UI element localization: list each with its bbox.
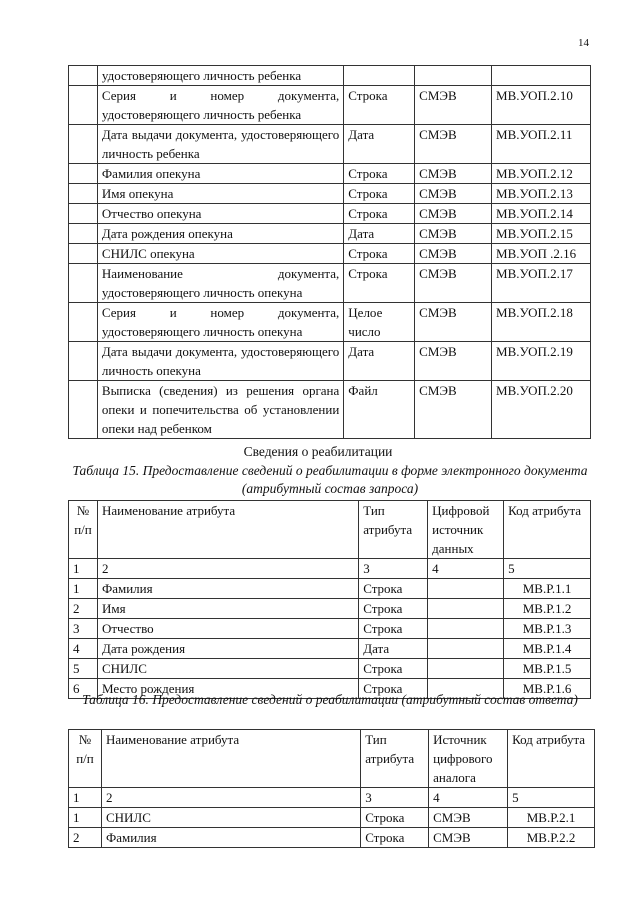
table-row	[69, 244, 591, 264]
row-number-cell	[69, 66, 98, 86]
attribute-code-cell: МВ.УОП.2.17	[492, 264, 591, 303]
attribute-type-cell: Строка	[359, 579, 428, 599]
column-number-row	[69, 559, 591, 579]
attribute-type-cell: Строка	[344, 164, 415, 184]
row-number-cell: 4	[69, 639, 98, 659]
data-source-cell: СМЭВ	[415, 303, 492, 342]
attribute-name-cell: Фамилия опекуна	[97, 164, 343, 184]
data-source-cell: СМЭВ	[415, 244, 492, 264]
attribute-code-cell: МВ.Р.2.1	[508, 808, 595, 828]
attribute-name-cell: Фамилия	[101, 828, 360, 848]
row-number-cell	[69, 244, 98, 264]
page-number: 14	[578, 37, 589, 49]
table-row	[69, 164, 591, 184]
table-row	[69, 303, 591, 342]
header-attribute-code-cell: Код атрибута	[504, 501, 591, 559]
data-source-cell: СМЭВ	[415, 204, 492, 224]
attribute-type-cell: Строка	[359, 599, 428, 619]
table-header-row	[69, 730, 595, 788]
row-number-cell: 2	[69, 599, 98, 619]
attribute-type-cell	[344, 66, 415, 86]
attribute-code-cell: МВ.УОП.2.18	[492, 303, 591, 342]
data-source-cell: СМЭВ	[429, 808, 508, 828]
data-source-cell: СМЭВ	[415, 184, 492, 204]
row-number-cell	[69, 381, 98, 439]
attribute-name-cell: Имя опекуна	[97, 184, 343, 204]
attribute-type-cell: Строка	[344, 264, 415, 303]
table-row	[69, 66, 591, 86]
table-row	[69, 639, 591, 659]
row-number-cell: 6	[69, 679, 98, 699]
row-number-cell: 3	[69, 619, 98, 639]
row-number-cell	[69, 86, 98, 125]
header-attribute-type-cell: Тип атрибута	[359, 501, 428, 559]
row-number-cell	[69, 303, 98, 342]
header-data-source-cell: Цифровой источник данных	[428, 501, 504, 559]
table-row	[69, 828, 595, 848]
data-source-cell: СМЭВ	[415, 342, 492, 381]
attribute-code-cell: МВ.УОП.2.20	[492, 381, 591, 439]
row-number-cell: 5	[69, 659, 98, 679]
table15	[68, 500, 591, 699]
row-number-cell: 1	[69, 579, 98, 599]
attribute-code-cell	[492, 66, 591, 86]
attribute-type-cell: Дата	[344, 342, 415, 381]
section-title: Сведения о реабилитации	[243, 444, 393, 459]
attribute-type-cell: Строка	[361, 828, 429, 848]
table-row	[69, 86, 591, 125]
attribute-type-cell: Строка	[359, 619, 428, 639]
attribute-name-cell: Отчество опекуна	[97, 204, 343, 224]
table-row	[69, 264, 591, 303]
data-source-cell	[428, 599, 504, 619]
data-source-cell: СМЭВ	[415, 264, 492, 303]
attribute-name-cell: Дата рождения опекуна	[97, 224, 343, 244]
column-number-cell: 2	[101, 788, 360, 808]
column-number-cell: 3	[361, 788, 429, 808]
attribute-name-cell: Дата рождения	[97, 639, 358, 659]
row-number-cell	[69, 125, 98, 164]
data-source-cell	[428, 659, 504, 679]
column-number-row	[69, 788, 595, 808]
attribute-code-cell: МВ.УОП.2.13	[492, 184, 591, 204]
attribute-code-cell: МВ.УОП.2.14	[492, 204, 591, 224]
table-row	[69, 599, 591, 619]
attribute-name-cell: Место рождения	[97, 679, 358, 699]
data-source-cell: СМЭВ	[415, 164, 492, 184]
header-row-number-cell: № п/п	[69, 730, 102, 788]
row-number-cell: 1	[69, 808, 102, 828]
column-number-cell: 3	[359, 559, 428, 579]
row-number-cell	[69, 342, 98, 381]
table-row	[69, 342, 591, 381]
column-number-cell: 5	[508, 788, 595, 808]
attribute-name-cell: СНИЛС	[101, 808, 360, 828]
attribute-code-cell: МВ.Р.1.2	[504, 599, 591, 619]
header-row-number-cell: № п/п	[69, 501, 98, 559]
table-header-row	[69, 501, 591, 559]
attribute-code-cell: МВ.Р.1.6	[504, 679, 591, 699]
table-row	[69, 619, 591, 639]
attribute-type-cell: Строка	[344, 184, 415, 204]
attribute-type-cell: Строка	[359, 679, 428, 699]
attribute-code-cell: МВ.Р.1.4	[504, 639, 591, 659]
attribute-code-cell: МВ.УОП.2.19	[492, 342, 591, 381]
attribute-code-cell: МВ.Р.2.2	[508, 828, 595, 848]
table16	[68, 729, 595, 848]
table-row	[69, 579, 591, 599]
table-row	[69, 381, 591, 439]
row-number-cell	[69, 164, 98, 184]
data-source-cell	[428, 579, 504, 599]
data-source-cell: СМЭВ	[429, 828, 508, 848]
attribute-name-cell: Фамилия	[97, 579, 358, 599]
attribute-code-cell: МВ.УОП.2.11	[492, 125, 591, 164]
column-number-cell: 5	[504, 559, 591, 579]
row-number-cell: 2	[69, 828, 102, 848]
attribute-type-cell: Строка	[344, 244, 415, 264]
attribute-type-cell: Строка	[344, 86, 415, 125]
table-row	[69, 204, 591, 224]
data-source-cell	[428, 619, 504, 639]
attribute-type-cell: Дата	[344, 224, 415, 244]
attribute-type-cell: Строка	[359, 659, 428, 679]
attribute-name-cell: Дата выдачи документа, удостоверяющего личность ребенка	[97, 125, 343, 164]
attribute-type-cell: Строка	[344, 204, 415, 224]
table-row	[69, 808, 595, 828]
row-number-cell	[69, 204, 98, 224]
table16-caption: Таблица 16. Предоставление сведений о реабилитации (атрибутный состав ответа)	[82, 692, 578, 707]
attribute-name-cell: Серия и номер документа, удостоверяющего личность опекуна	[97, 303, 343, 342]
attribute-name-cell: Серия и номер документа, удостоверяющего личность ребенка	[97, 86, 343, 125]
attribute-type-cell: Целое число	[344, 303, 415, 342]
attribute-name-cell: СНИЛС опекуна	[97, 244, 343, 264]
column-number-cell: 1	[69, 788, 102, 808]
table-row	[69, 184, 591, 204]
attribute-type-cell: Дата	[344, 125, 415, 164]
column-number-cell: 4	[428, 559, 504, 579]
header-attribute-name-cell: Наименование атрибута	[101, 730, 360, 788]
attribute-code-cell: МВ.Р.1.5	[504, 659, 591, 679]
attribute-code-cell: МВ.УОП.2.10	[492, 86, 591, 125]
row-number-cell	[69, 224, 98, 244]
attribute-name-cell: Дата выдачи документа, удостоверяющего личность опекуна	[97, 342, 343, 381]
data-source-cell	[415, 66, 492, 86]
attribute-name-cell: Наименование документа, удостоверяющего личность опекуна	[97, 264, 343, 303]
attribute-code-cell: МВ.Р.1.3	[504, 619, 591, 639]
column-number-cell: 1	[69, 559, 98, 579]
attribute-type-cell: Дата	[359, 639, 428, 659]
attribute-name-cell: СНИЛС	[97, 659, 358, 679]
table-guardian-attributes	[68, 65, 591, 439]
attribute-code-cell: МВ.Р.1.1	[504, 579, 591, 599]
header-attribute-name-cell: Наименование атрибута	[97, 501, 358, 559]
data-source-cell: СМЭВ	[415, 381, 492, 439]
data-source-cell: СМЭВ	[415, 125, 492, 164]
row-number-cell	[69, 264, 98, 303]
table-row	[69, 224, 591, 244]
table-row	[69, 659, 591, 679]
attribute-type-cell: Файл	[344, 381, 415, 439]
header-attribute-code-cell: Код атрибута	[508, 730, 595, 788]
attribute-name-cell: Отчество	[97, 619, 358, 639]
data-source-cell: СМЭВ	[415, 224, 492, 244]
table15-caption: Таблица 15. Предоставление сведений о реабилитации в форме электронного документа (атрибутный состав запроса)	[72, 463, 588, 496]
header-attribute-type-cell: Тип атрибута	[361, 730, 429, 788]
row-number-cell	[69, 184, 98, 204]
data-source-cell	[428, 639, 504, 659]
attribute-name-cell: удостоверяющего личность ребенка	[97, 66, 343, 86]
header-data-source-cell: Источник цифрового аналога	[429, 730, 508, 788]
column-number-cell: 4	[429, 788, 508, 808]
attribute-code-cell: МВ.УОП.2.12	[492, 164, 591, 184]
attribute-type-cell: Строка	[361, 808, 429, 828]
table-row	[69, 125, 591, 164]
data-source-cell: СМЭВ	[415, 86, 492, 125]
attribute-code-cell: МВ.УОП .2.16	[492, 244, 591, 264]
column-number-cell: 2	[97, 559, 358, 579]
attribute-code-cell: МВ.УОП.2.15	[492, 224, 591, 244]
attribute-name-cell: Имя	[97, 599, 358, 619]
attribute-name-cell: Выписка (сведения) из решения органа опеки и попечительства об установлении опеки над ребенком	[97, 381, 343, 439]
